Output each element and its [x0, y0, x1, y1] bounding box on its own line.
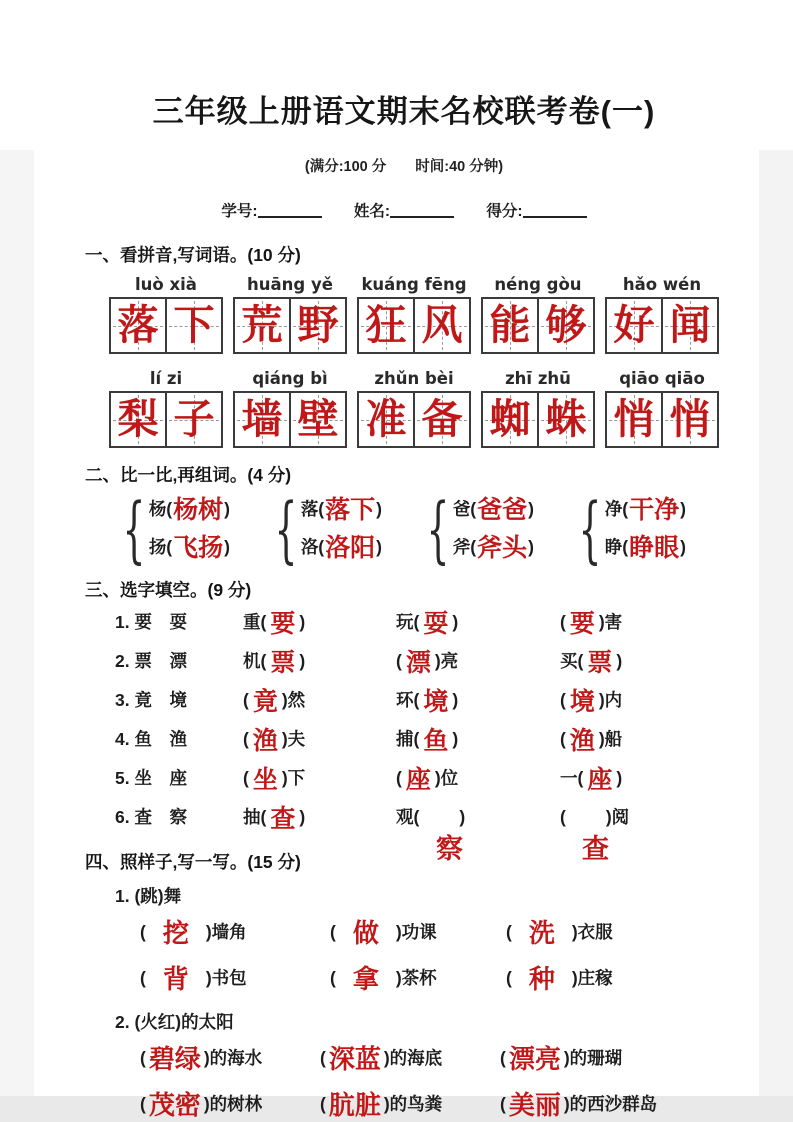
printed-text: ( [560, 689, 566, 710]
score-blank [523, 202, 587, 218]
fill-blank-cell [396, 643, 560, 679]
printed-char: ) [376, 537, 382, 557]
printed-text: 捕( [396, 728, 420, 749]
handwritten-answer: 落 [117, 302, 159, 348]
word-line [301, 491, 382, 529]
printed-char: ) [528, 537, 534, 557]
handwritten-answer: 壁 [297, 396, 339, 442]
printed-char: 杨( [148, 499, 173, 519]
handwritten-answer: 肮脏 [328, 1089, 381, 1120]
printed-text: )的西沙群岛 [563, 1093, 658, 1114]
handwritten-answer: 够 [545, 302, 587, 348]
handwritten-answer: 鱼 [423, 726, 449, 755]
tianzige-cell [165, 393, 221, 446]
printed-char: 扬( [148, 537, 173, 557]
printed-char: ) [224, 499, 230, 519]
pinyin-label: qiāo qiāo [619, 369, 705, 388]
printed-char: ) [528, 499, 534, 519]
handwritten-answer: 梨 [117, 396, 159, 442]
pinyin-word-group [233, 369, 347, 448]
tianzige-box [605, 297, 719, 354]
handwritten-answer: 票 [270, 648, 296, 677]
handwritten-answer: 闻 [669, 302, 711, 348]
fill-blank-cell [330, 959, 506, 996]
fill-blank-row [115, 602, 723, 641]
printed-char: ) [680, 537, 686, 557]
fill-blank-cell [243, 643, 396, 679]
handwritten-answer: 洗 [528, 917, 555, 948]
handwritten-answer: 荒 [241, 302, 283, 348]
handwritten-answer: 深蓝 [328, 1043, 381, 1074]
fill-blank-cell [243, 799, 396, 835]
tianzige-cell [607, 393, 661, 446]
printed-char: 洛( [300, 537, 325, 557]
printed-text: )下 [281, 767, 306, 788]
pinyin-label: zhī zhū [505, 369, 571, 388]
printed-text: ( [140, 967, 146, 988]
printed-text: )的海水 [203, 1047, 263, 1068]
student-id-field [221, 199, 321, 221]
printed-text: ( [330, 921, 336, 942]
printed-text: ) [299, 611, 306, 632]
printed-text: )庄稼 [571, 967, 613, 988]
printed-text: 一( [560, 767, 584, 788]
fill-blank-cell [560, 682, 723, 718]
pinyin-word-group [109, 275, 223, 354]
printed-text: )然 [281, 689, 306, 710]
exam-title: 三年级上册语文期末名校联考卷(一) [152, 94, 656, 129]
adjective-phrase-row [140, 1080, 723, 1122]
tianzige-cell [483, 393, 537, 446]
tianzige-cell [111, 299, 165, 352]
printed-char: ) [680, 499, 686, 519]
handwritten-answer: 境 [423, 687, 449, 716]
tianzige-box [109, 297, 223, 354]
printed-text: ( [243, 767, 249, 788]
pinyin-word-group [605, 369, 719, 448]
fill-blank-row [115, 758, 723, 797]
printed-text: 观( [396, 807, 420, 827]
student-name-blank [390, 202, 454, 218]
handwritten-answer: 要 [569, 609, 595, 638]
handwritten-answer: 斧头 [477, 534, 528, 562]
fill-blank-cell [560, 604, 723, 640]
fill-blank-cell [140, 1085, 320, 1122]
tianzige-cell [607, 299, 661, 352]
pinyin-word-group [357, 275, 471, 354]
handwritten-answer: 种 [528, 963, 555, 994]
fill-blank-cell [243, 682, 396, 718]
handwritten-answer: 做 [352, 917, 379, 948]
printed-text: ( [140, 1047, 146, 1068]
handwritten-answer: 美丽 [508, 1089, 561, 1120]
tianzige-cell [413, 393, 469, 446]
handwritten-answer: 蜘 [489, 396, 531, 442]
section2-heading: 二、比一比,再组词。(4 分) [85, 465, 292, 485]
word-line [149, 529, 230, 567]
printed-text: )的树林 [203, 1093, 263, 1114]
handwritten-answer: 座 [587, 765, 613, 794]
printed-text: ) [452, 611, 459, 632]
handwritten-answer: 墙 [241, 396, 283, 442]
student-info-line [85, 199, 723, 221]
pinyin-label: hǎo wén [622, 275, 702, 294]
printed-text: 买( [560, 650, 584, 671]
printed-text: 玩( [396, 611, 420, 632]
printed-text: ( [396, 767, 402, 788]
handwritten-answer: 洛阳 [325, 534, 376, 562]
fill-blank-cell [320, 1039, 500, 1076]
tianzige-cell [111, 393, 165, 446]
printed-text: )的珊瑚 [563, 1047, 623, 1068]
below-line-answer: 查 [582, 834, 609, 864]
tianzige-box [357, 391, 471, 448]
printed-text: ( [506, 921, 512, 942]
printed-text: ( [140, 1093, 146, 1114]
handwritten-answer: 子 [173, 396, 215, 442]
handwritten-answer: 风 [421, 302, 463, 348]
word-line [605, 529, 686, 567]
printed-text: )亮 [434, 650, 459, 671]
handwritten-answer: 蛛 [545, 396, 587, 442]
student-id-label: 学号: [221, 203, 258, 220]
handwritten-answer: 茂密 [148, 1089, 201, 1120]
fill-blank-cell [396, 721, 560, 757]
pinyin-label: kuáng fēng [361, 275, 467, 294]
fill-blank-cell [560, 760, 723, 796]
handwritten-answer: 耍 [423, 609, 449, 638]
example-phrase: 2. (火红)的太阳 [115, 1012, 234, 1032]
handwritten-answer: 背 [162, 963, 189, 994]
printed-text: )茶杯 [395, 967, 437, 988]
fill-blank-row [115, 641, 723, 680]
word-line [453, 491, 534, 529]
fill-blank-cell [396, 604, 560, 640]
fill-blank-cell [140, 959, 330, 996]
printed-text: ( [560, 611, 566, 632]
printed-char: 斧( [452, 537, 477, 557]
pinyin-word-group [233, 275, 347, 354]
handwritten-answer: 落下 [325, 496, 376, 524]
handwritten-answer: 狂 [365, 302, 407, 348]
printed-text: )的鸟粪 [383, 1093, 443, 1114]
handwritten-answer: 竟 [252, 687, 278, 716]
fill-blank-cell [396, 682, 560, 718]
handwritten-answer: 下 [173, 302, 215, 348]
tianzige-cell [289, 393, 345, 446]
fill-blank-cell [560, 643, 723, 679]
handwritten-answer: 渔 [569, 726, 595, 755]
verb-phrase-row [140, 908, 723, 954]
compare-words-row [111, 487, 723, 571]
printed-text: ) [299, 806, 306, 827]
printed-text: )害 [598, 611, 623, 632]
tianzige-cell [483, 299, 537, 352]
printed-text: 抽( [243, 806, 267, 827]
fill-blank-row [115, 719, 723, 758]
printed-text: )船 [598, 728, 623, 749]
handwritten-answer: 要 [270, 609, 296, 638]
fill-blank-row [115, 680, 723, 719]
below-line-answer: 察 [436, 834, 463, 864]
pinyin-word-group [481, 275, 595, 354]
printed-char: 落( [300, 499, 325, 519]
compare-word-group [111, 487, 263, 571]
handwritten-answer: 能 [489, 302, 531, 348]
question-options: 2. 票 漂 [115, 651, 187, 671]
tianzige-box [481, 297, 595, 354]
tianzige-box [357, 297, 471, 354]
pinyin-label: huāng yě [247, 275, 333, 294]
printed-text: ) [616, 650, 623, 671]
tianzige-box [233, 297, 347, 354]
printed-text: 机( [243, 650, 267, 671]
tianzige-box [109, 391, 223, 448]
tianzige-cell [165, 299, 221, 352]
printed-text: )的海底 [383, 1047, 443, 1068]
word-line [149, 491, 230, 529]
brace-icon: { [426, 487, 450, 571]
printed-text: ( [140, 921, 146, 942]
printed-text: )功课 [395, 921, 437, 942]
printed-text: )夫 [281, 728, 306, 749]
tianzige-cell [359, 393, 413, 446]
pinyin-word-group [109, 369, 223, 448]
fill-blank-cell [140, 1039, 320, 1076]
handwritten-answer: 悄 [613, 396, 655, 442]
handwritten-answer: 渔 [252, 726, 278, 755]
pinyin-label: néng gòu [494, 275, 582, 294]
handwritten-answer: 好 [613, 302, 655, 348]
adjective-phrase-row [140, 1034, 723, 1080]
handwritten-answer: 碧绿 [148, 1043, 201, 1074]
printed-text: ) [299, 650, 306, 671]
compare-word-group [415, 487, 567, 571]
fill-blank-cell [243, 604, 396, 640]
section4-heading: 四、照样子,写一写。(15 分) [85, 852, 301, 872]
score-field [486, 199, 586, 221]
printed-text: ( [243, 728, 249, 749]
tianzige-cell [413, 299, 469, 352]
tianzige-cell [235, 299, 289, 352]
student-name-field [354, 199, 454, 221]
fill-blank-cell [320, 1085, 500, 1122]
example-phrase: 1. (跳)舞 [115, 886, 182, 906]
pinyin-word-group [605, 275, 719, 354]
question-options: 1. 要 耍 [115, 612, 187, 632]
handwritten-answer: 票 [587, 648, 613, 677]
printed-char: 净( [604, 499, 629, 519]
tianzige-cell [661, 393, 717, 446]
section3-heading: 三、选字填空。(9 分) [85, 580, 252, 600]
handwritten-answer: 挖 [162, 917, 189, 948]
fill-blank-cell [243, 760, 396, 796]
handwritten-answer: 漂亮 [508, 1043, 561, 1074]
printed-text: ( [500, 1047, 506, 1068]
printed-text: ( [560, 728, 566, 749]
pinyin-label: zhǔn bèi [374, 369, 454, 388]
fill-blank-cell [506, 959, 723, 996]
brace-icon: { [274, 487, 298, 571]
printed-text: ( [560, 807, 566, 827]
printed-text: ( [243, 689, 249, 710]
exam-meta: (满分:100 分 时间:40 分钟) [304, 159, 504, 175]
printed-text: )书包 [205, 967, 247, 988]
fill-blank-cell [243, 721, 396, 757]
handwritten-answer: 干净 [629, 496, 680, 524]
printed-text: )墙角 [205, 921, 247, 942]
tianzige-box [605, 391, 719, 448]
printed-char: 睁( [604, 537, 629, 557]
tianzige-cell [537, 393, 593, 446]
printed-text: )位 [434, 767, 459, 788]
fill-blank-cell [140, 913, 330, 950]
tianzige-cell [289, 299, 345, 352]
pinyin-label: qiáng bì [252, 369, 328, 388]
handwritten-answer: 境 [569, 687, 595, 716]
printed-text: ( [506, 967, 512, 988]
printed-char: ) [376, 499, 382, 519]
fill-blank-cell [330, 913, 506, 950]
printed-text: ) [459, 807, 466, 827]
word-line [453, 529, 534, 567]
printed-text: 重( [243, 611, 267, 632]
tianzige-box [233, 391, 347, 448]
compare-word-group [567, 487, 719, 571]
handwritten-answer: 准 [365, 396, 407, 442]
fill-blank-cell [396, 804, 560, 864]
printed-text: )阅 [605, 807, 630, 827]
printed-text: )衣服 [571, 921, 613, 942]
printed-text: ( [330, 967, 336, 988]
printed-text: ) [452, 689, 459, 710]
pinyin-label: luò xià [135, 275, 197, 294]
handwritten-answer: 悄 [669, 396, 711, 442]
tianzige-cell [235, 393, 289, 446]
fill-blank-cell [560, 804, 723, 864]
pinyin-word-row [109, 275, 723, 354]
printed-text: ) [452, 728, 459, 749]
section1-heading: 一、看拼音,写词语。(10 分) [85, 245, 301, 265]
fill-blank-cell [500, 1039, 723, 1076]
pinyin-word-group [357, 369, 471, 448]
printed-text: 环( [396, 689, 420, 710]
student-id-blank [258, 202, 322, 218]
word-line [605, 491, 686, 529]
handwritten-answer: 杨树 [173, 496, 224, 524]
handwritten-answer: 坐 [252, 765, 278, 794]
fill-blank-cell [500, 1085, 723, 1122]
handwritten-answer: 野 [297, 302, 339, 348]
printed-text: ) [616, 767, 623, 788]
pinyin-label: lí zi [149, 369, 183, 388]
printed-text: ( [320, 1093, 326, 1114]
tianzige-cell [661, 299, 717, 352]
handwritten-answer: 爸爸 [477, 496, 528, 524]
question-options: 6. 查 察 [115, 807, 187, 827]
fill-blank-cell [560, 721, 723, 757]
printed-text: ( [396, 650, 402, 671]
question-options: 5. 坐 座 [115, 768, 187, 788]
printed-char: 爸( [452, 499, 477, 519]
handwritten-answer: 座 [405, 765, 431, 794]
question-options: 3. 竟 境 [115, 690, 187, 710]
printed-text: ( [320, 1047, 326, 1068]
handwritten-answer: 睁眼 [629, 534, 680, 562]
printed-char: ) [224, 537, 230, 557]
verb-phrase-row [140, 954, 723, 1000]
handwritten-answer: 备 [421, 396, 463, 442]
handwritten-answer: 查 [270, 804, 296, 833]
score-label: 得分: [486, 203, 523, 220]
printed-text: )内 [598, 689, 623, 710]
student-name-label: 姓名: [353, 203, 391, 220]
handwritten-answer: 漂 [405, 648, 431, 677]
fill-blank-cell [506, 913, 723, 950]
word-line [301, 529, 382, 567]
compare-word-group [263, 487, 415, 571]
tianzige-box [481, 391, 595, 448]
handwritten-answer: 飞扬 [173, 534, 224, 562]
question-options: 4. 鱼 渔 [115, 729, 187, 749]
fill-blank-cell [396, 760, 560, 796]
printed-text: ( [500, 1093, 506, 1114]
tianzige-cell [537, 299, 593, 352]
brace-icon: { [578, 487, 602, 571]
handwritten-answer: 拿 [352, 963, 379, 994]
brace-icon: { [122, 487, 146, 571]
pinyin-word-group [481, 369, 595, 448]
tianzige-cell [359, 299, 413, 352]
pinyin-word-row [109, 369, 723, 448]
